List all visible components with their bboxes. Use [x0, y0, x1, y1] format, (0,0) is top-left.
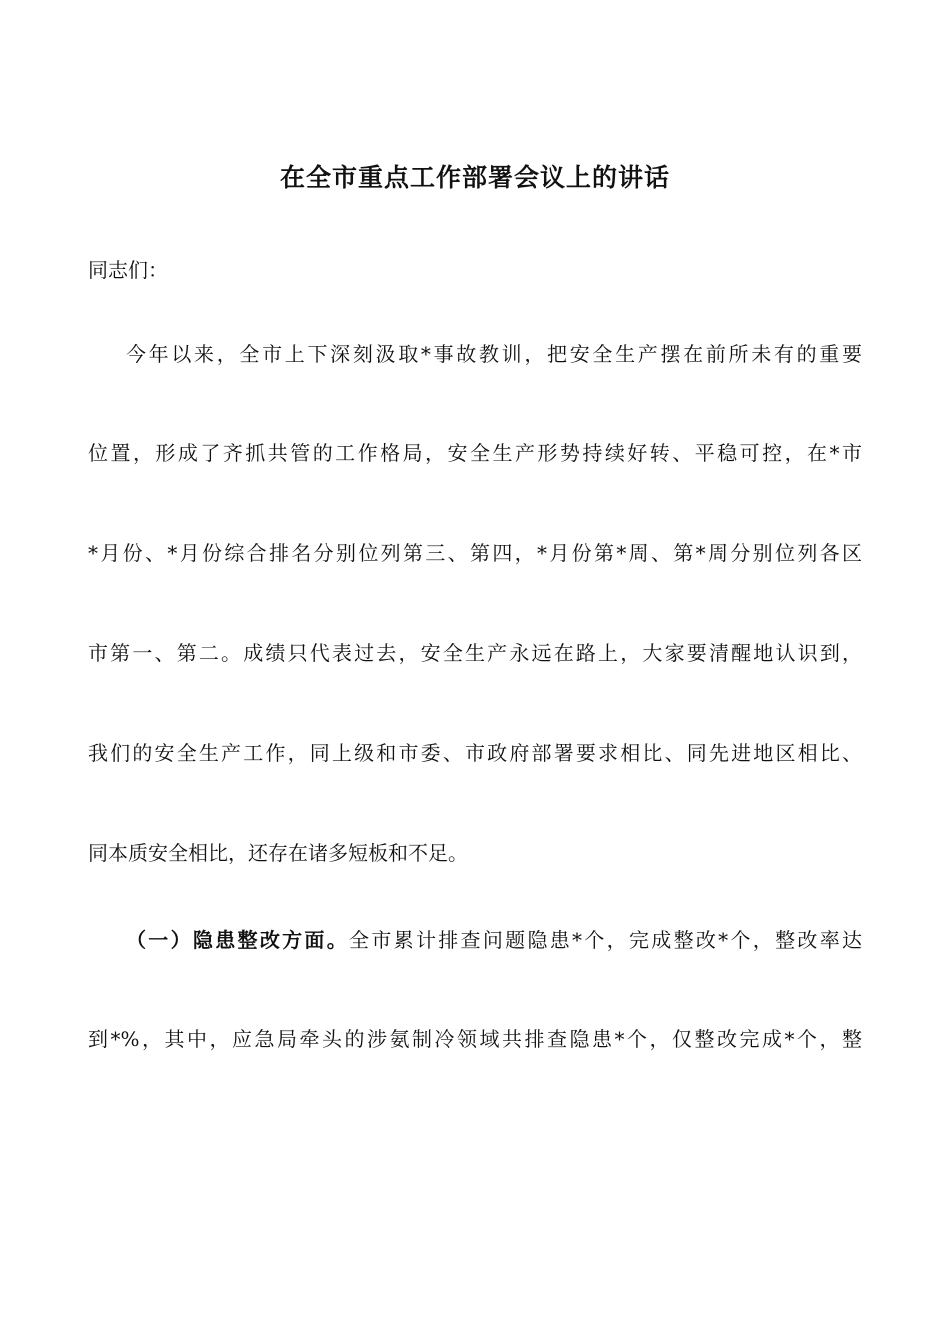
paragraph-line: 同本质安全相比，还存在诸多短板和不足。: [88, 841, 468, 865]
section-1-text: 全市累计排查问题隐患*个，完成整改*个，整改率达: [349, 928, 863, 952]
document-title: 在全市重点工作部署会议上的讲话: [279, 163, 670, 192]
salutation: 同志们：: [88, 258, 168, 282]
paragraph-line: 位置，形成了齐抓共管的工作格局，安全生产形势持续好转、平稳可控，在*市: [88, 441, 862, 465]
section-1-line-2: 到*%，其中，应急局牵头的涉氨制冷领域共排查隐患*个，仅整改完成*个，整: [88, 1027, 862, 1051]
paragraph-line: 我们的安全生产工作，同上级和市委、市政府部署要求相比、同先进地区相比、: [88, 741, 862, 765]
section-1-line-1: [126, 926, 862, 954]
paragraph-line: *月份、*月份综合排名分别位列第三、第四，*月份第*周、第*周分别位列各区: [88, 541, 862, 565]
section-1-heading: （一）隐患整改方面。: [126, 928, 350, 952]
paragraph-line: 今年以来，全市上下深刻汲取*事故教训，把安全生产摆在前所未有的重要: [126, 342, 862, 366]
paragraph-line: 市第一、第二。成绩只代表过去，安全生产永远在路上，大家要清醒地认识到，: [88, 641, 862, 665]
